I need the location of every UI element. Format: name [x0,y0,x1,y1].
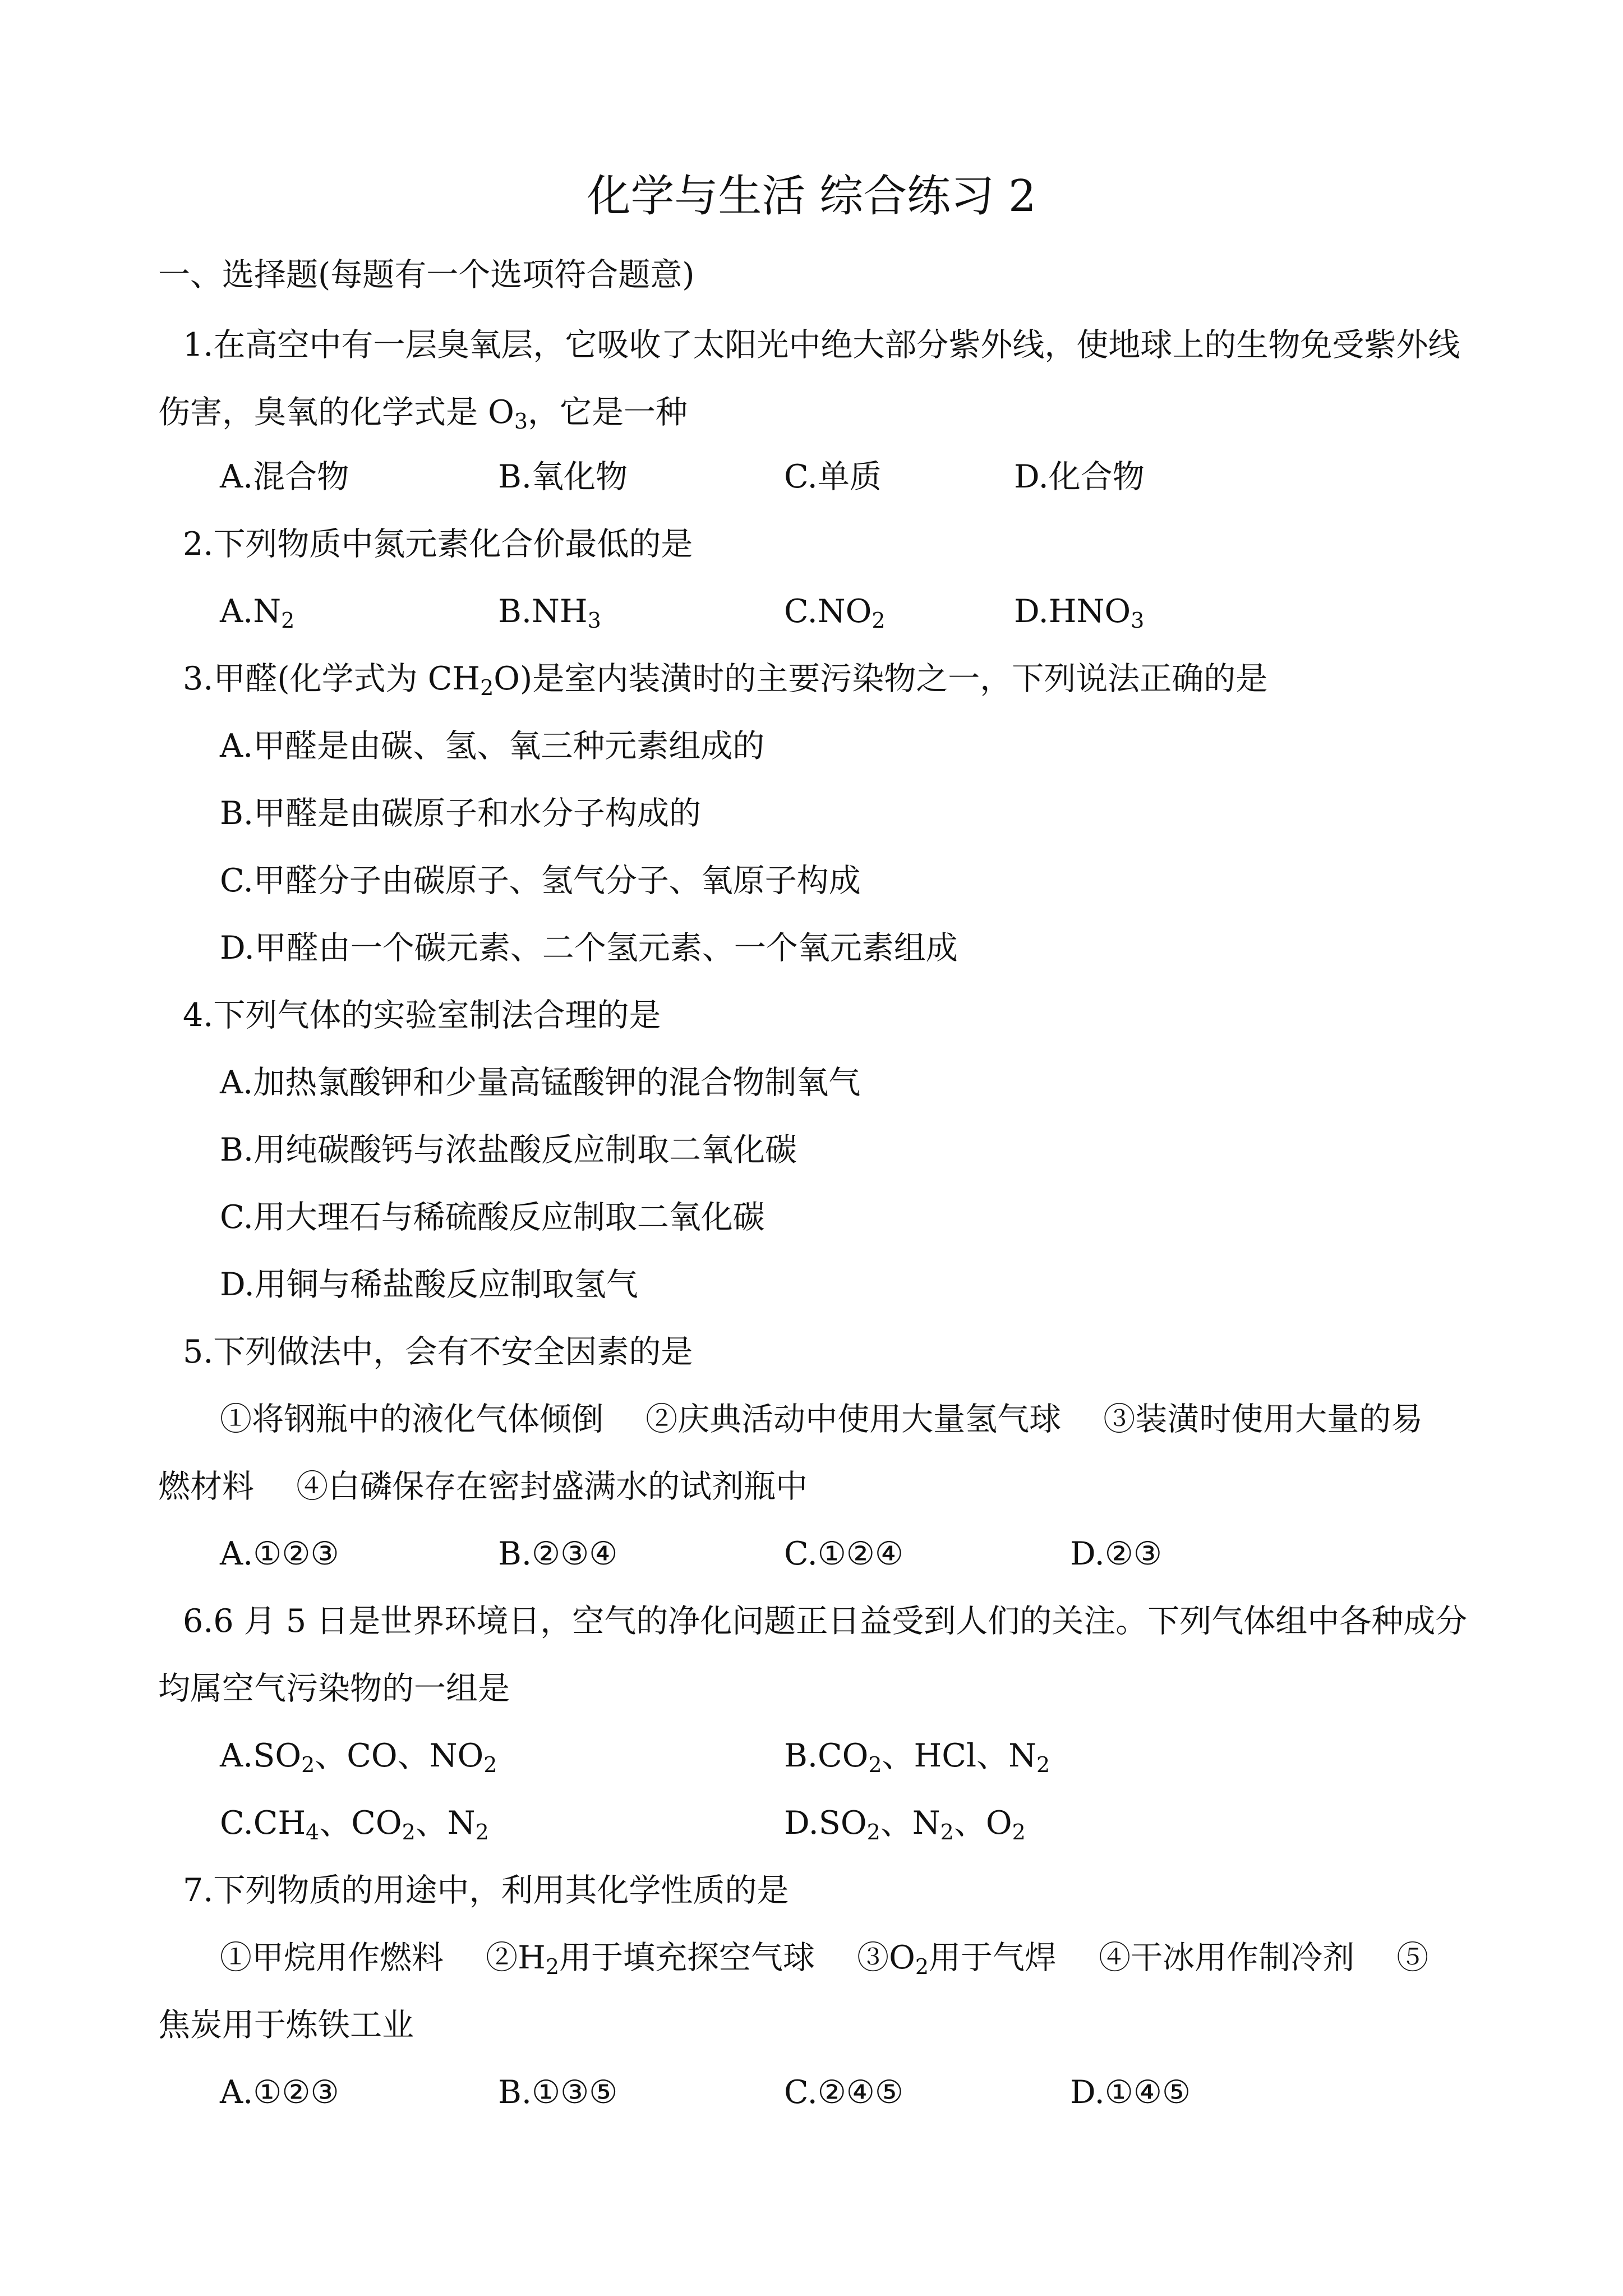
question-2-option-d: $D.HNO_3$ [1014,593,1145,633]
question-7-detail-line1: ①甲烷用作燃料 $②H_2$用于填充探空气球 $③O_2$用于气焊 ④干冰用作制冷剂 ⑤ [220,1939,1429,1979]
question-1-option-d: D.化合物 [1014,458,1145,495]
question-3-option-d: D.甲醛由一个碳元素、二个氢元素、一个氧元素组成 [220,930,958,967]
question-6-option-b: $B.CO_2$、HCl、$N_2$ [784,1737,1050,1777]
question-1-option-c: C.单质 [784,458,882,495]
question-4-option-b: B.用纯碳酸钙与浓盐酸反应制取二氧化碳 [220,1131,797,1168]
question-5-stem: 5.下列做法中，会有不安全因素的是 [183,1333,693,1370]
question-3-option-c: C.甲醛分子由碳原子、氢气分子、氧原子构成 [220,862,861,899]
question-3-option-a: A.甲醛是由碳、氢、氧三种元素组成的 [220,728,765,765]
question-3-stem: 3.甲醛(化学式为 $CH_2O$)是室内装潢时的主要污染物之一，下列说法正确的是 [183,660,1268,700]
question-1-stem-line1: 1.在高空中有一层臭氧层，它吸收了太阳光中绝大部分紫外线，使地球上的生物免受紫外线 [183,326,1460,364]
section-heading: 一、选择题(每题有一个选项符合题意) [158,256,695,293]
question-2-option-a: $A.N_2$ [220,593,295,633]
question-4-option-c: C.用大理石与稀硫酸反应制取二氧化碳 [220,1199,765,1236]
question-7-option-b: B.①③⑤ [498,2074,618,2111]
question-5-option-a: A.①②③ [220,1535,339,1572]
question-1-option-b: B.氧化物 [498,458,628,495]
question-6-option-a: $A.SO_2$、CO、$NO_2$ [220,1737,497,1777]
question-3-option-b: B.甲醛是由碳原子和水分子构成的 [220,795,702,832]
question-7-stem: 7.下列物质的用途中，利用其化学性质的是 [183,1872,789,1909]
question-2-option-b: $B.NH_3$ [498,593,601,633]
question-5-option-d: D.②③ [1070,1535,1162,1572]
question-7-detail-line2: 焦炭用于炼铁工业 [158,2007,414,2044]
question-6-stem-line2: 均属空气污染物的一组是 [158,1670,510,1707]
question-7-option-c: C.②④⑤ [784,2074,903,2111]
question-6-stem-line1: 6.6 月 5 日是世界环境日，空气的净化问题正日益受到人们的关注。下列气体组中各种成分 [183,1603,1468,1640]
question-4-option-d: D.用铜与稀盐酸反应制取氢气 [220,1266,638,1303]
question-5-option-b: B.②③④ [498,1535,618,1572]
question-6-option-d: $D.SO_2$、$N_2$、$O_2$ [784,1805,1026,1844]
question-5-detail-line2: 燃材料 ④白磷保存在密封盛满水的试剂瓶中 [158,1468,808,1505]
page-title: 化学与生活 综合练习 2 [587,171,1036,222]
question-1-option-a: A.混合物 [220,458,349,495]
question-4-stem: 4.下列气体的实验室制法合理的是 [183,997,661,1034]
question-1-stem-line2: 伤害，臭氧的化学式是 $O_3$，它是一种 [158,394,688,434]
question-2-stem: 2.下列物质中氮元素化合价最低的是 [183,526,693,563]
question-4-option-a: A.加热氯酸钾和少量高锰酸钾的混合物制氧气 [220,1064,861,1101]
question-2-option-c: $C.NO_2$ [784,593,886,633]
question-6-option-c: $C.CH_4$、$CO_2$、$N_2$ [220,1805,489,1844]
question-7-option-a: A.①②③ [220,2074,339,2111]
question-5-detail-line1: ①将钢瓶中的液化气体倾倒 ②庆典活动中使用大量氢气球 ③装潢时使用大量的易 [220,1401,1423,1438]
question-7-option-d: D.①④⑤ [1070,2074,1191,2111]
question-5-option-c: C.①②④ [784,1535,903,1572]
